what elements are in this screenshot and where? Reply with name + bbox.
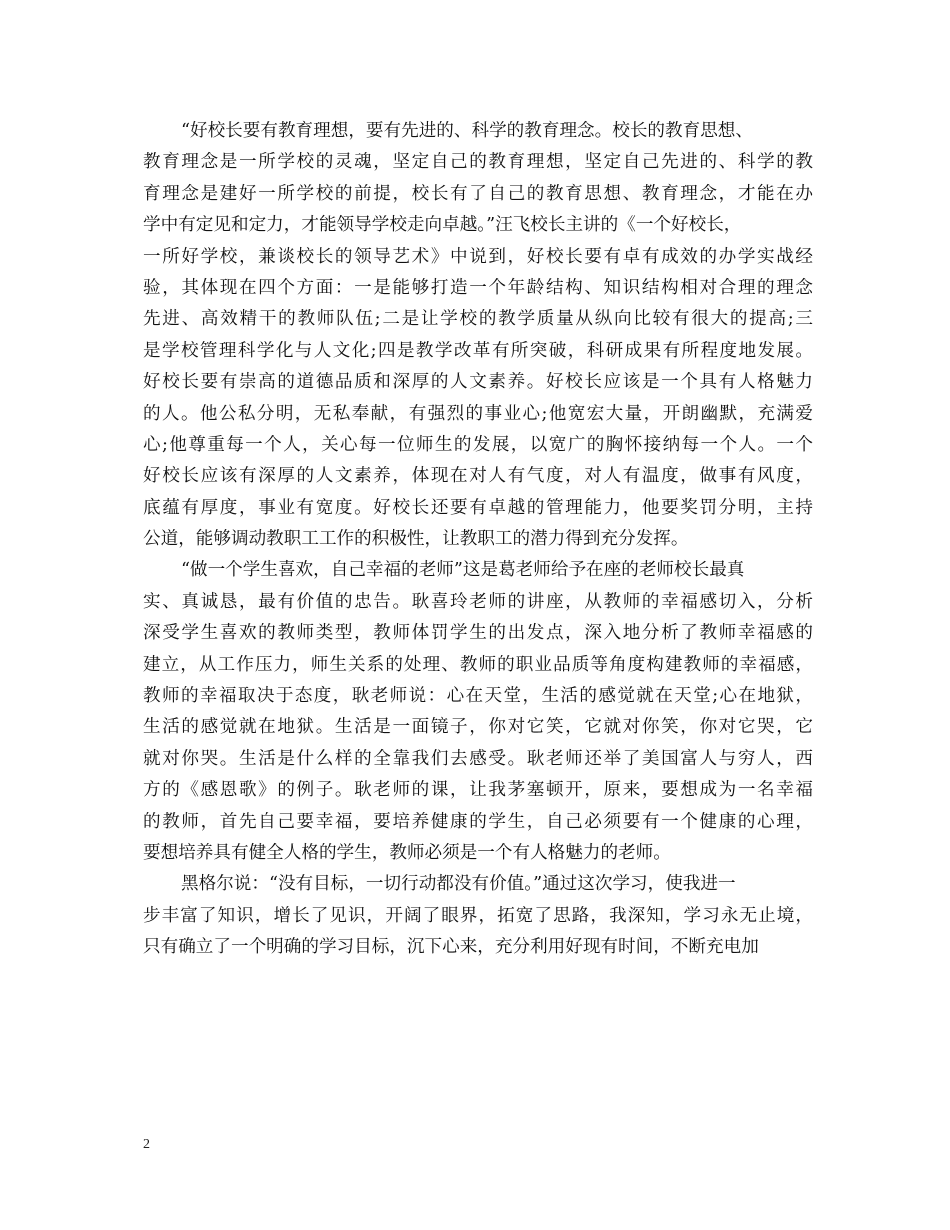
text-line: 公道，能够调动教职工工作的积极性，让教职工的潜力得到充分发挥。	[143, 529, 689, 550]
text-line: 学中有定见和定力，才能领导学校走向卓越。”汪飞校长主讲的《一个好校长，	[143, 215, 742, 236]
text-line: 好校长应该有深厚的人文素养，体现在对人有气度，对人有温度，做事有风度，	[143, 466, 815, 487]
text-line: 实、真诚恳，最有价值的忠告。耿喜玲老师的讲座，从教师的幸福感切入，分析	[143, 591, 815, 612]
text-line: 是学校管理科学化与人文化;四是教学改革有所突破，科研成果有所程度地发展。	[143, 340, 815, 361]
text-line: 心;他尊重每一个人，关心每一位师生的发展，以宽广的胸怀接纳每一个人。一个	[143, 434, 815, 455]
text-line: “好校长要有教育理想，要有先进的、科学的教育理念。校长的教育思想、	[181, 121, 753, 141]
text-line: 建立，从工作压力，师生关系的处理、教师的职业品质等角度构建教师的幸福感，	[143, 654, 815, 675]
text-line: 验，其体现在四个方面：一是能够打造一个年龄结构、知识结构相对合理的理念	[143, 277, 815, 298]
text-line: 的人。他公私分明，无私奉献，有强烈的事业心;他宽宏大量，开朗幽默，充满爱	[143, 403, 815, 424]
text-line: “做一个学生喜欢，自己幸福的老师”这是葛老师给予在座的老师校长最真	[181, 560, 745, 581]
text-line: 底蕴有厚度，事业有宽度。好校长还要有卓越的管理能力，他要奖罚分明，主持	[143, 497, 815, 518]
text-line: 只有确立了一个明确的学习目标，沉下心来，充分利用好现有时间，不断充电加	[143, 937, 759, 958]
text-line: 深受学生喜欢的教师类型，教师体罚学生的出发点，深入地分析了教师幸福感的	[143, 623, 815, 644]
text-line: 的教师，首先自己要幸福，要培养健康的学生，自己必须要有一个健康的心理，	[143, 811, 815, 832]
body-text	[143, 116, 813, 964]
text-line: 育理念是建好一所学校的前提，校长有了自己的教育思想、教育理念，才能在办	[143, 183, 815, 204]
text-line: 先进、高效精干的教师队伍;二是让学校的教学质量从纵向比较有很大的提高;三	[143, 309, 815, 330]
text-line: 要想培养具有健全人格的学生，教师必须是一个有人格魅力的老师。	[143, 842, 671, 863]
text-line: 好校长要有崇高的道德品质和深厚的人文素养。好校长应该是一个具有人格魅力	[143, 372, 815, 393]
text-line: 生活的感觉就在地狱。生活是一面镜子，你对它笑，它就对你笑，你对它哭，它	[143, 717, 815, 738]
text-line: 方的《感恩歌》的例子。耿老师的课，让我茅塞顿开，原来，要想成为一名幸福	[143, 780, 815, 801]
text-line: 一所好学校，兼谈校长的领导艺术》中说到，好校长要有卓有成效的办学实战经	[143, 246, 815, 267]
text-line: 步丰富了知识，增长了见识，开阔了眼界，拓宽了思路，我深知，学习永无止境，	[143, 905, 815, 926]
page-number: 2	[143, 1137, 150, 1152]
text-line: 黑格尔说：“没有目标，一切行动都没有价值。”通过这次学习，使我进一	[181, 874, 736, 895]
text-line: 教师的幸福取决于态度，耿老师说：心在天堂，生活的感觉就在天堂;心在地狱，	[143, 686, 815, 707]
text-line: 就对你哭。生活是什么样的全靠我们去感受。耿老师还举了美国富人与穷人，西	[143, 748, 815, 769]
text-line: 教育理念是一所学校的灵魂，坚定自己的教育理想，坚定自己先进的、科学的教	[143, 152, 815, 173]
